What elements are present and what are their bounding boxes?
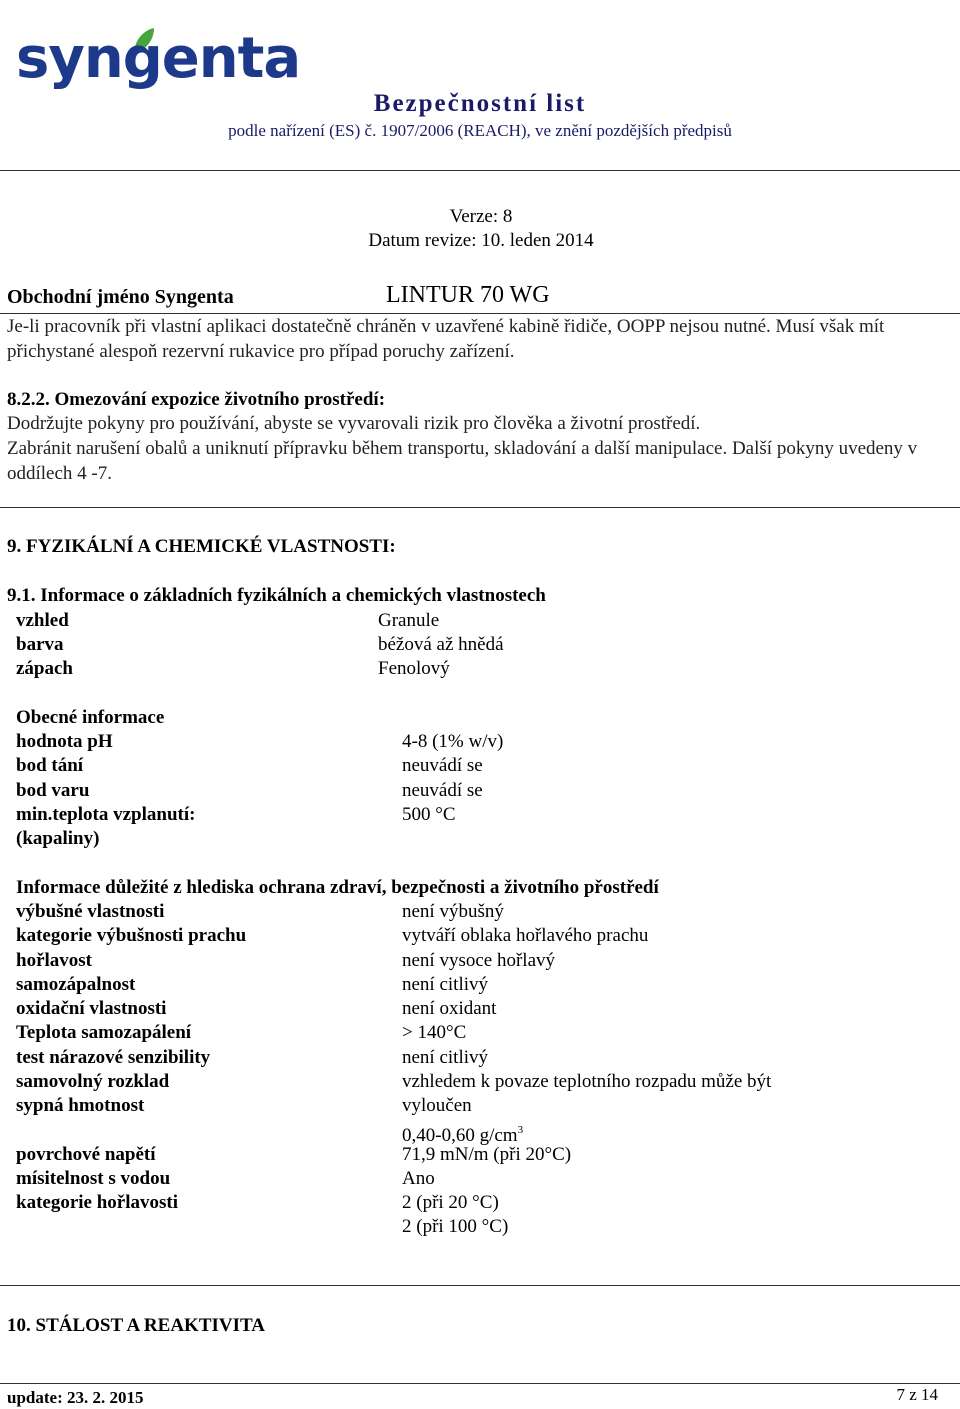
update-date: update: 23. 2. 2015 [7, 1388, 144, 1407]
prop-label: výbušné vlastnosti [16, 901, 165, 922]
section-822-line1: Dodržujte pokyny pro používání, abyste se vyvarovali rizik pro člověka a životní prostředí. [7, 413, 701, 434]
prop-value: vyloučen [402, 1095, 472, 1116]
section-10-title: 10. STÁLOST A REAKTIVITA [7, 1315, 265, 1336]
document-subtitle: podle nařízení (ES) č. 1907/2006 (REACH), ve znění pozdějších předpisů [228, 121, 732, 140]
product-label: Obchodní jméno Syngenta [7, 286, 234, 308]
prop-value: není výbušný [402, 901, 504, 922]
prop-label: kategorie hořlavosti [16, 1192, 179, 1213]
prop-value: vytváří oblaka hořlavého prachu [402, 925, 649, 946]
product-name: LINTUR 70 WG [386, 282, 550, 308]
safety-info-title: Informace důležité z hlediska ochrana zdraví, bezpečnosti a životního přostředí [16, 877, 659, 898]
prop-value: není oxidant [402, 998, 497, 1019]
prop-label: hořlavost [16, 950, 92, 971]
prop-label: Teplota samozapálení [16, 1022, 192, 1043]
prop-label: mísitelnost s vodou [16, 1168, 171, 1189]
prop-label: test nárazové senzibility [16, 1047, 211, 1068]
prop-label: bod varu [16, 780, 90, 801]
prop-value: není vysoce hořlavý [402, 950, 556, 971]
logo-text: syngenta [16, 26, 301, 91]
prop-label: zápach [16, 658, 73, 679]
prop-value: vzhledem k povaze teplotního rozpadu může být [402, 1071, 772, 1092]
prop-label: samozápalnost [16, 974, 136, 995]
divider [0, 313, 960, 314]
prop-label: vzhled [16, 610, 69, 631]
revision-date: Datum revize: 10. leden 2014 [368, 230, 594, 251]
prop-value: Fenolový [378, 658, 450, 679]
page-number: 7 z 14 [896, 1385, 938, 1404]
prop-label: bod tání [16, 755, 84, 776]
section-91-title: 9.1. Informace o základních fyzikálních a chemických vlastnostech [7, 585, 546, 606]
document-title: Bezpečnostní list [373, 90, 587, 117]
prop-value: neuvádí se [402, 780, 483, 801]
prop-label: kategorie výbušnosti prachu [16, 925, 247, 946]
prop-label: sypná hmotnost [16, 1095, 145, 1116]
prop-value: > 140°C [402, 1022, 467, 1043]
prop-value: 4-8 (1% w/v) [402, 731, 504, 752]
prop-label: oxidační vlastnosti [16, 998, 167, 1019]
prop-value: 71,9 mN/m (při 20°C) [402, 1144, 572, 1165]
prop-label: hodnota pH [16, 731, 113, 752]
version: Verze: 8 [449, 206, 513, 227]
section-822-title: 8.2.2. Omezování expozice životního prostředí: [7, 389, 386, 410]
prop-value: není citlivý [402, 1047, 489, 1068]
prop-value: 2 (při 20 °C) [402, 1192, 499, 1213]
prop-value: neuvádí se [402, 755, 483, 776]
prop-label: barva [16, 634, 64, 655]
prop-value: béžová až hnědá [378, 634, 504, 655]
prop-label: samovolný rozklad [16, 1071, 170, 1092]
divider [0, 1285, 960, 1286]
divider [0, 170, 960, 171]
section-9-title: 9. FYZIKÁLNÍ A CHEMICKÉ VLASTNOSTI: [7, 536, 396, 557]
section-822-line2: Zabránit narušení obalů a uniknutí přípravku během transportu, skladování a další manipulace. Další pokyny uvedeny v oddílech 4 -7. [7, 438, 918, 484]
bulk-density-value: 0,40-0,60 $g/cm^3$ [402, 1124, 524, 1146]
prop-label: povrchové napětí [16, 1144, 156, 1165]
prop-value: 2 (při 100 °C) [402, 1216, 509, 1237]
prop-label: min.teplota vzplanutí: [16, 804, 196, 825]
divider [0, 507, 960, 508]
prop-value: 500 °C [402, 804, 456, 825]
prop-value: Ano [402, 1168, 435, 1189]
prop-value: Granule [378, 610, 440, 631]
general-info-title: Obecné informace [16, 707, 165, 728]
intro-paragraph: Je-li pracovník při vlastní aplikaci dostatečně chráněn v uzavřené kabině řidiče, OOPP nejsou nutné. Musí však mít přichystané alespoň rezervní rukavice pro případ poruchy zařízení. [7, 316, 885, 362]
prop-value: není citlivý [402, 974, 489, 995]
syngenta-logo [16, 26, 301, 92]
prop-label: (kapaliny) [16, 828, 100, 849]
footer-divider [0, 1383, 960, 1384]
